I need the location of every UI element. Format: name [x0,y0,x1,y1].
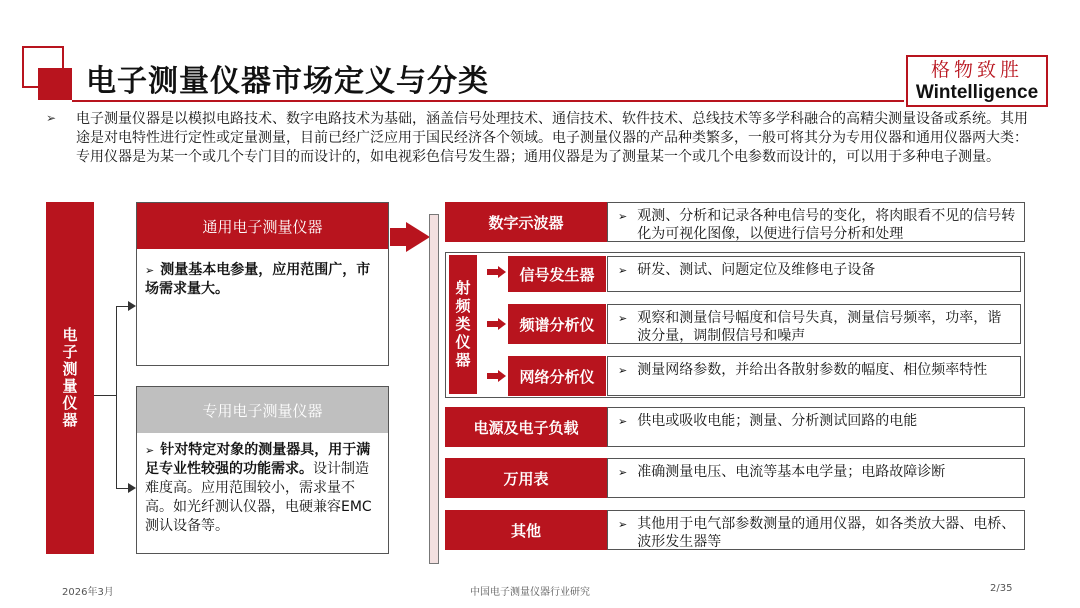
general-instruments-title: 通用电子测量仪器 [137,203,388,249]
arrow-bullet-icon: ➢ [618,466,628,479]
device-spectrum-analyzer: 频谱分析仪 [508,304,606,344]
root-category-label: 电子测量仪器 [60,327,79,429]
arrow-bullet-icon: ➢ [618,518,628,531]
footer-report-title: 中国电子测量仪器行业研究 [470,587,590,598]
device-spectrum-analyzer-desc: ➢ 观察和测量信号幅度和信号失真，测量信号频率，功率，谐波分量，调制假信号和噪声 [607,304,1021,344]
company-logo [906,55,1048,107]
root-category-bar [46,202,94,554]
connector-line [116,488,128,489]
device-multimeter: 万用表 [445,458,607,498]
arrow-bullet-icon: ➢ [145,444,155,457]
device-signal-generator-desc: ➢ 研发、测试、问题定位及维修电子设备 [607,256,1021,292]
device-network-analyzer-desc: ➢ 测量网络参数，并给出各散射参数的幅度、相位频率特性 [607,356,1021,396]
connector-line [116,306,117,489]
connector-line [94,395,116,396]
small-arrow-head [498,266,506,278]
special-instruments-box [136,386,389,554]
connector-line [116,306,128,307]
rf-group-label-bar [449,255,477,394]
intro-paragraph: 电子测量仪器是以模拟电路技术、数字电路技术为基础，涵盖信号处理技术、通信技术、软件技术、总线技术等多学科融合的高精尖测量设备或系统。其用途是对电特性进行定性或定量测量，目前已经广泛应用于国民经济各个领域。电子测量仪器的产品种类繁多，一般可将其分为专用仪器和通用仪器两大类：专用仪器是为某一个或几个专门目的而设计的，如电视彩色信号发生器；通用仪器是为了测量某一个或几个电参数而设计的，可以用于多种电子测量。 [76,111,1028,165]
arrow-bullet-icon: ➢ [618,415,628,428]
arrow-bullet-icon: ➢ [46,111,57,125]
special-instruments-desc: ➢ 针对特定对象的测量器具，用于满足专业性较强的功能需求。设计制造难度高。应用范围较小，需求量不高。如光纤测认仪器，电硬兼容EMC测认设备等。 [145,442,372,534]
logo-chinese-text: 格物致胜 [930,59,1023,81]
general-instruments-box [136,202,389,366]
small-arrow-head [498,318,506,330]
category-bracket-bar [429,214,439,564]
arrow-bullet-icon: ➢ [618,210,628,223]
device-oscilloscope: 数字示波器 [445,202,607,242]
logo-english-text: Wintelligence [915,82,1039,103]
device-other: 其他 [445,510,607,550]
connector-arrow-icon [128,301,136,311]
arrow-bullet-icon: ➢ [145,264,155,277]
footer-date: 2026年3月 [62,587,114,598]
title-decor-square-fill [38,68,72,100]
device-power-supply: 电源及电子负载 [445,407,607,447]
device-oscilloscope-desc: ➢ 观测、分析和记录各种电信号的变化，将肉眼看不见的信号转化为可视化图像，以便进行信号分析和处理 [607,202,1025,242]
rf-group-label: 射频类仪器 [453,279,472,370]
device-other-desc: ➢ 其他用于电气部参数测量的通用仪器，如各类放大器、电桥、波形发生器等 [607,510,1025,550]
special-instruments-title: 专用电子测量仪器 [137,387,388,433]
page-number: 2/35 [990,583,1013,594]
page-title: 电子测量仪器市场定义与分类 [86,64,489,99]
arrow-bullet-icon: ➢ [618,264,628,277]
arrow-bullet-icon: ➢ [618,312,628,325]
small-arrow-head [498,370,506,382]
title-underline [72,100,904,102]
right-arrow-head [406,222,430,252]
device-power-supply-desc: ➢ 供电或吸收电能；测量、分析测试回路的电能 [607,407,1025,447]
device-multimeter-desc: ➢ 准确测量电压、电流等基本电学量；电路故障诊断 [607,458,1025,498]
arrow-bullet-icon: ➢ [618,364,628,377]
connector-arrow-icon [128,483,136,493]
general-instruments-desc: ➢ 测量基本电参量，应用范围广，市场需求量大。 [145,262,371,297]
device-signal-generator: 信号发生器 [508,256,606,292]
device-network-analyzer: 网络分析仪 [508,356,606,396]
